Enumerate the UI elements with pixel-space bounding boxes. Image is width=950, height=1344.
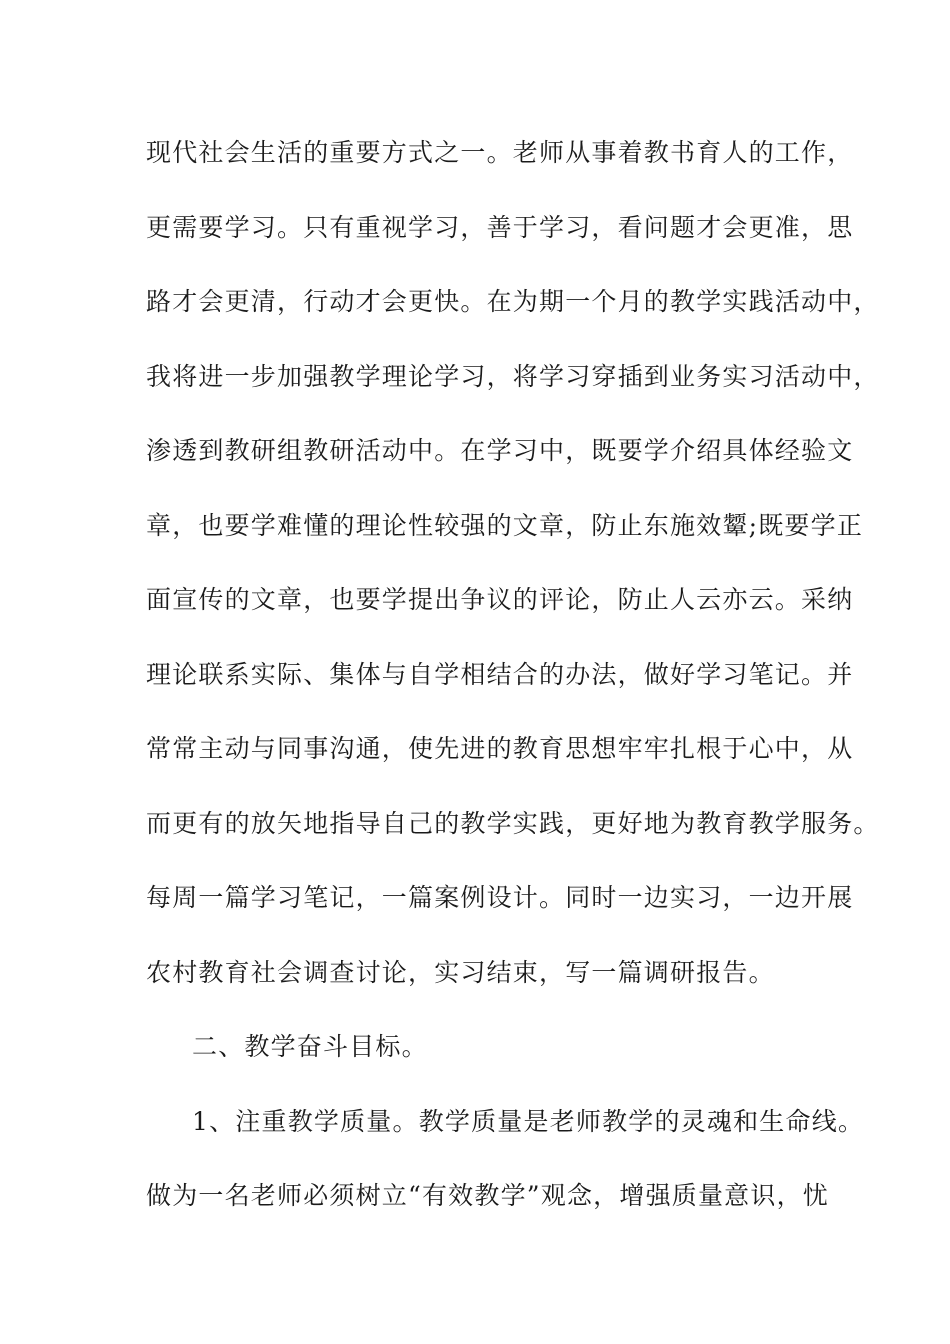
paragraph-line: 渗透到教研组教研活动中。在学习中，既要学介绍具体经验文 (146, 436, 854, 465)
paragraph-line: 章，也要学难懂的理论性较强的文章，防止东施效颦;既要学正 (146, 510, 864, 540)
paragraph-line: 常常主动与同事沟通，使先进的教育思想牢牢扎根于心中，从 (146, 734, 854, 763)
section-heading: 二、教学奋斗目标。 (192, 1032, 428, 1061)
body-text (146, 128, 880, 1246)
paragraph-line: 农村教育社会调查讨论，实习结束，写一篇调研报告。 (146, 957, 775, 987)
paragraph-line: 1、注重教学质量。教学质量是老师教学的灵魂和生命线。 (192, 1106, 865, 1136)
paragraph-line: 路才会更清，行动才会更快。在为期一个月的教学实践活动中， (146, 287, 880, 316)
paragraph-line: 我将进一步加强教学理论学习，将学习穿插到业务实习活动中， (146, 361, 880, 391)
paragraph-line: 每周一篇学习笔记，一篇案例设计。同时一边实习，一边开展 (146, 883, 854, 912)
paragraph-line: 做为一名老师必须树立“有效教学”观念，增强质量意识，忧 (146, 1181, 829, 1210)
paragraph-line: 面宣传的文章，也要学提出争议的评论，防止人云亦云。采纳 (146, 585, 854, 614)
paragraph-line: 现代社会生活的重要方式之一。老师从事着教书育人的工作， (146, 138, 854, 167)
paragraph-line: 理论联系实际、集体与自学相结合的办法，做好学习笔记。并 (146, 659, 854, 689)
paragraph-line: 而更有的放矢地指导自己的教学实践，更好地为教育教学服务。 (146, 808, 880, 838)
paragraph-line: 更需要学习。只有重视学习，善于学习，看问题才会更准，思 (146, 212, 854, 242)
